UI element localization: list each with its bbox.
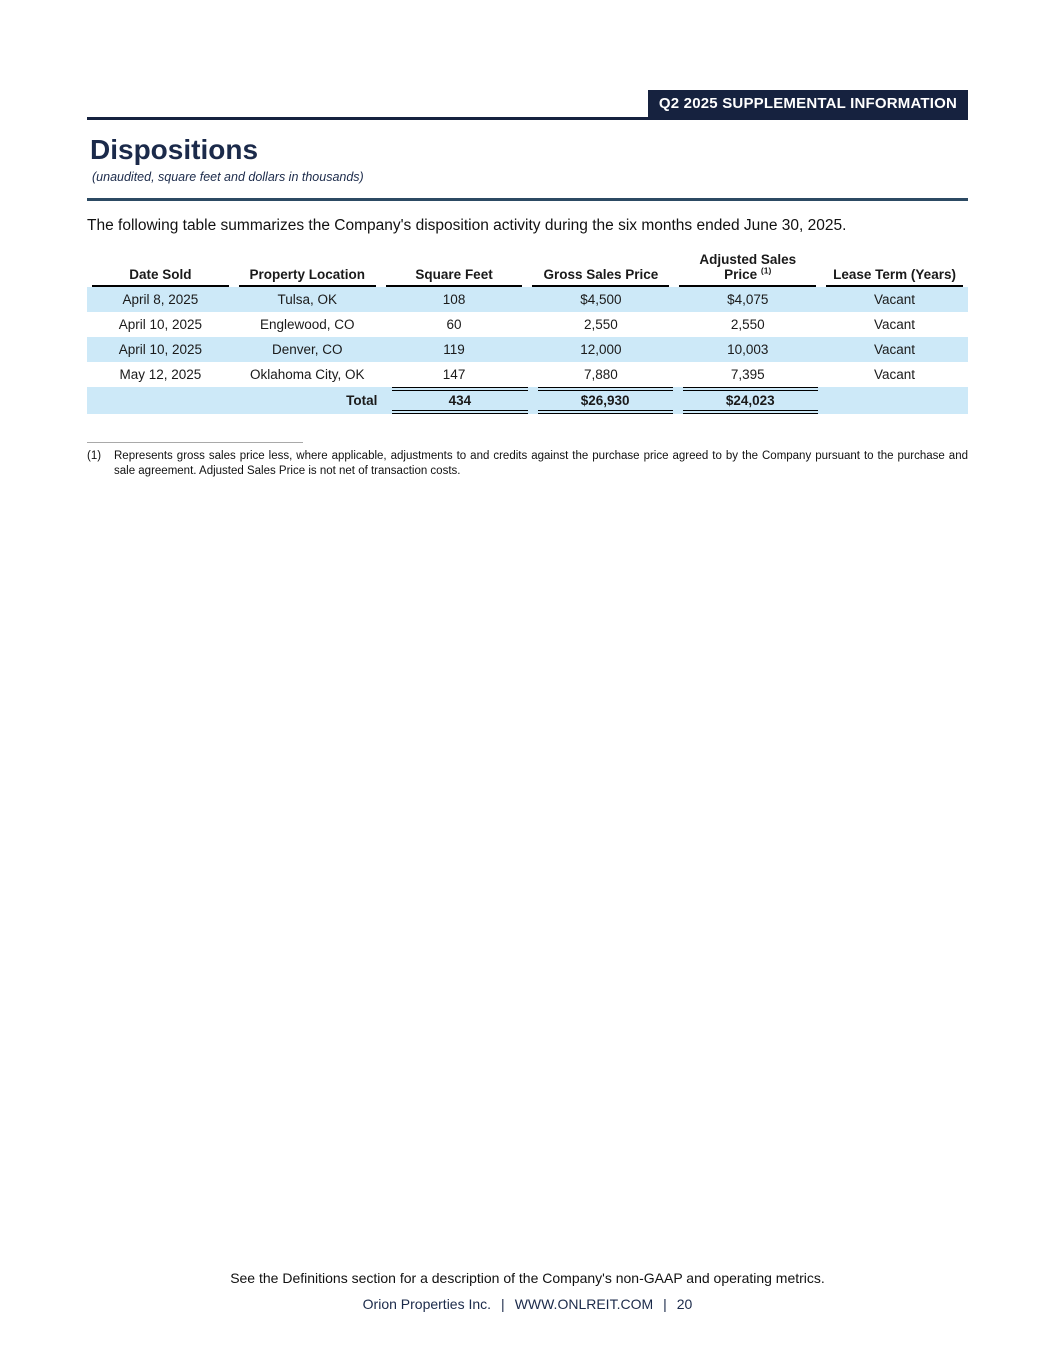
col-header-lease-term: Lease Term (Years): [821, 250, 968, 287]
dispositions-table: [87, 250, 968, 414]
table-row: [87, 287, 968, 312]
cell-square-feet: 147: [442, 367, 466, 382]
footer-brand-line: [0, 1295, 1055, 1313]
col-header-adjusted-sales-price: Adjusted Sales Price $^{(1)}$: [674, 250, 821, 287]
page-title: Dispositions: [90, 134, 259, 165]
table-row: [87, 362, 968, 387]
col-header-square-feet: Square Feet: [381, 250, 528, 287]
cell-lease-term: Vacant: [874, 292, 916, 307]
table-header-row: [87, 250, 968, 287]
total-gross-sales-price: $26,930: [533, 387, 678, 414]
footnote: [87, 449, 968, 479]
cell-adjusted-sales-price: 10,003: [727, 342, 769, 357]
footnote-divider: [87, 442, 303, 443]
table-row: [87, 337, 968, 362]
footnote-text: Represents gross sales price less, where applicable, adjustments to and credits against the purchase price agreed to by the Company pursuant to the purchase and sale agreement. Adjusted Sales Price is not net of transaction costs.: [114, 450, 968, 477]
footer-separator: |: [663, 1296, 667, 1312]
total-adjusted-sales-price: $24,023: [678, 387, 823, 414]
cell-date-sold: May 12, 2025: [119, 367, 202, 382]
page-content: [87, 0, 968, 479]
website-url: WWW.ONLREIT.COM: [514, 1296, 654, 1312]
company-name: Orion Properties Inc.: [362, 1296, 492, 1312]
table-total-row: [87, 387, 968, 414]
page-number: 20: [676, 1296, 693, 1312]
cell-gross-sales-price: 2,550: [584, 317, 618, 332]
footnote-reference: (1): [760, 265, 772, 276]
intro-text: The following table summarizes the Company's disposition activity during the six months ended June 30, 2025.: [87, 217, 847, 234]
col-header-date-sold: Date Sold: [87, 250, 234, 287]
cell-date-sold: April 10, 2025: [118, 342, 203, 357]
table-row: [87, 312, 968, 337]
cell-adjusted-sales-price: 2,550: [730, 317, 765, 332]
total-label: Total: [346, 393, 378, 408]
header-rule: [87, 90, 968, 120]
cell-adjusted-sales-price: $4,075: [727, 292, 769, 307]
cell-date-sold: April 8, 2025: [122, 292, 199, 307]
cell-gross-sales-price: 12,000: [580, 342, 622, 357]
cell-square-feet: 108: [442, 292, 466, 307]
total-empty-cell: [87, 387, 232, 414]
cell-square-feet: 60: [446, 317, 462, 332]
cell-date-sold: April 10, 2025: [118, 317, 203, 332]
footnote-marker: (1): [87, 450, 102, 462]
cell-property-location: Tulsa, OK: [277, 292, 337, 307]
cell-gross-sales-price: $4,500: [580, 292, 622, 307]
page-footer: [0, 1269, 1055, 1313]
cell-property-location: Englewood, CO: [259, 317, 355, 332]
cell-adjusted-sales-price: 7,395: [730, 367, 765, 382]
cell-square-feet: 119: [443, 342, 465, 357]
cell-lease-term: Vacant: [874, 317, 916, 332]
cell-gross-sales-price: 7,880: [584, 367, 618, 382]
header-badge: Q2 2025 SUPPLEMENTAL INFORMATION: [648, 90, 968, 117]
cell-property-location: Oklahoma City, OK: [249, 367, 365, 382]
cell-lease-term: Vacant: [874, 342, 916, 357]
col-header-property-location: Property Location: [234, 250, 381, 287]
page-subtitle: (unaudited, square feet and dollars in thousands): [92, 170, 364, 184]
total-empty-cell: [823, 387, 968, 414]
total-square-feet: 434: [387, 387, 532, 414]
col-header-gross-sales-price: Gross Sales Price: [527, 250, 674, 287]
definitions-note: See the Definitions section for a description of the Company's non-GAAP and operating metrics.: [230, 1270, 825, 1286]
cell-lease-term: Vacant: [874, 367, 916, 382]
title-divider: [87, 198, 968, 201]
footer-separator: |: [501, 1296, 505, 1312]
cell-property-location: Denver, CO: [271, 342, 343, 357]
